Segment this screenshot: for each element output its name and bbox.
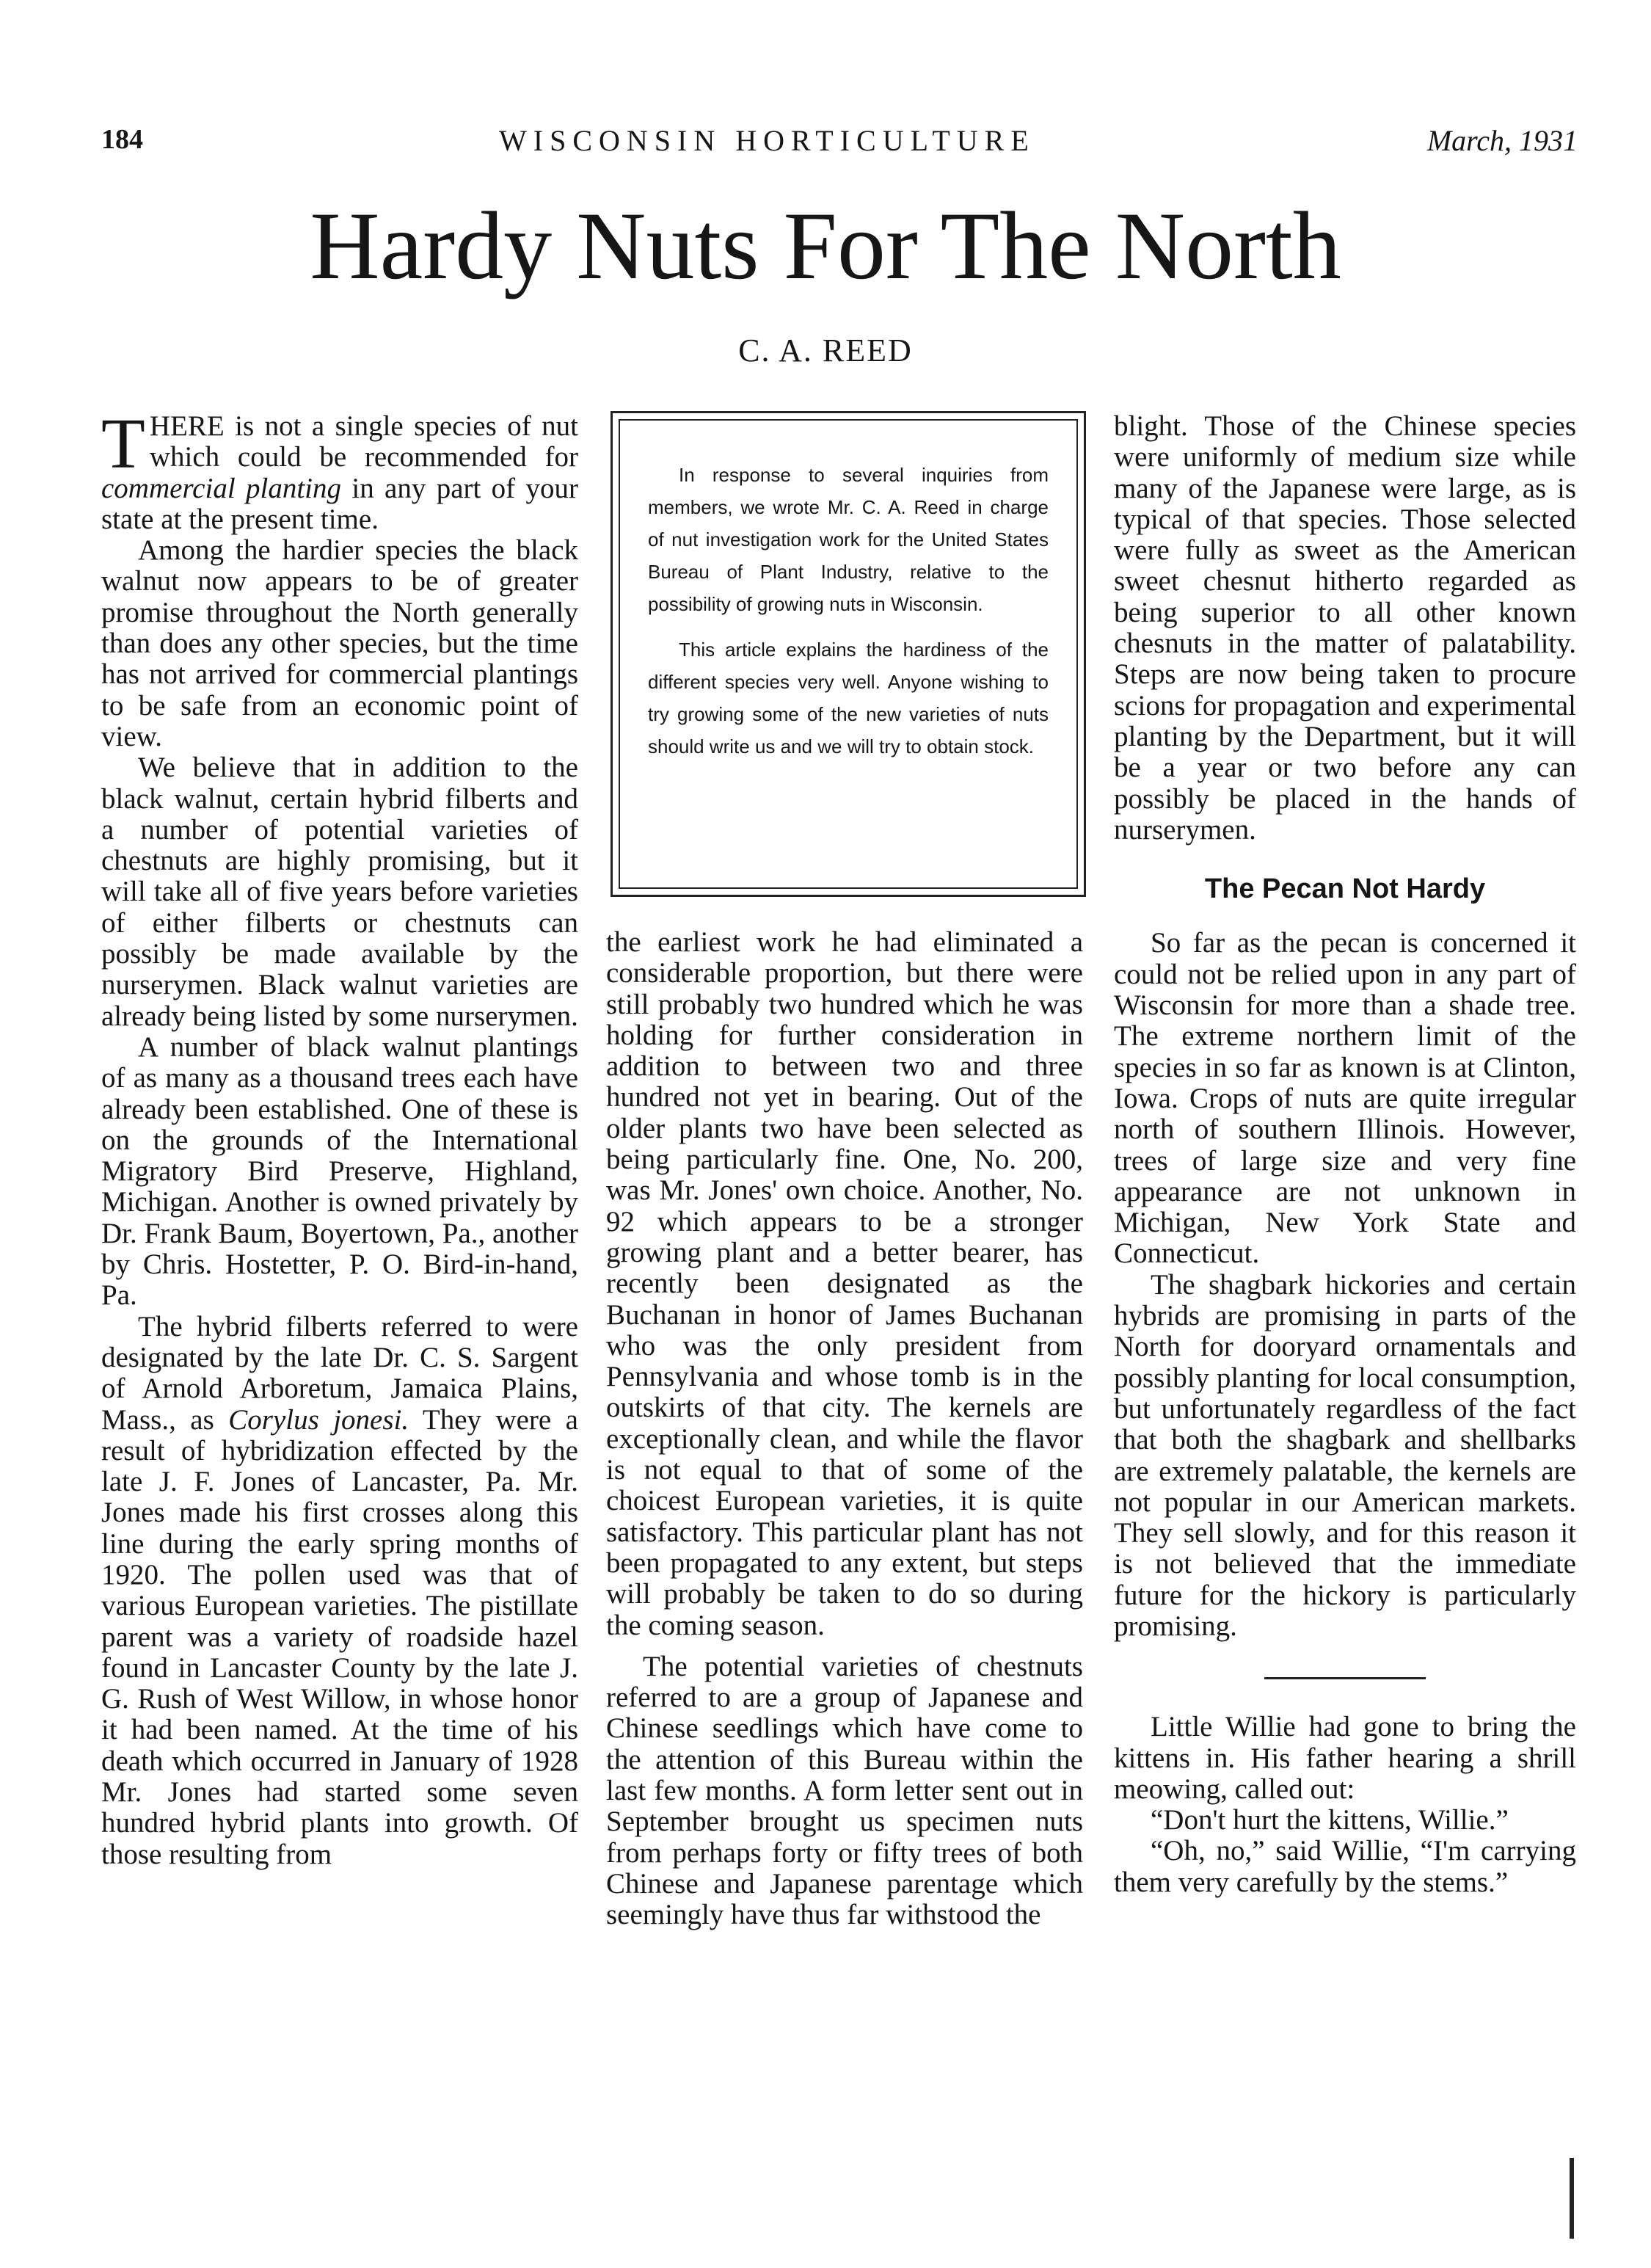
editor-note-inner [619,419,1078,889]
text-run: They were a result of hybridization effected by the late J. F. Jones of Lancaster, Pa. Mr. Jones made his first crosses along this line during the early spring months of 1920. The pollen used was that of various European varieties. The pistillate parent was a variety of roadside hazel found in Lancaster County by the late J. G. Rush of West Willow, in whose honor it had been named. At the time of his death which occurred in January of 1928 Mr. Jones had started some seven hundred hybrid plants into growth. Of those resulting from [101,1403,578,1870]
margin-rule [1570,2158,1574,2239]
paragraph: A number of black walnut plantings of as many as a thousand trees each have already been established. One of these is on the grounds of the International Migratory Bird Preserve, Highland, Michigan. Another is owned privately by Dr. Frank Baum, Boyertown, Pa., another by Chris. Hostetter, P. O. Bird-in-hand, Pa. [101,1031,578,1312]
column-2 [606,927,1083,1931]
paragraph: blight. Those of the Chinese species were uniformly of medium size while many of the Japanese were large, as is typical of that species. Those selected were fully as sweet as the American sweet chesnut hitherto regarded as being superior to all other known chesnuts in the matter of palatability. Steps are now being taken to procure scions for propagation and experimental planting by the Department, but it will be a year or two before any can possibly be placed in the hands of nurserymen. [1114,410,1576,846]
text-run: in any part of your state at the present time. [101,472,578,535]
article-title: Hardy Nuts For The North [310,192,1341,299]
issue-date: March, 1931 [1426,124,1578,157]
paragraph: So far as the pecan is concerned it could not be relied upon in any part of Wisconsin for more than a shade tree. The extreme northern limit of the species in so far as known is at Clinton, Iowa. Crops of nuts are quite irregular north of southern Illinois. However, trees of large size and very fine appearance are not unknown in Michigan, New York State and Connecticut. [1114,927,1576,1270]
section-divider [1264,1677,1426,1679]
journal-name: WISCONSIN HORTICULTURE [499,124,1035,157]
paragraph: the earliest work he had eliminated a considerable proportion, but there were still probably two hundred which he was holding for further consideration in addition to between two and three hundred not yet in bearing. Out of the older plants two have been selected as being particularly fine. One, No. 200, was Mr. Jones' own choice. Another, No. 92 which appears to be a stronger growing plant and a better bearer, has recently been designated as the Buchanan in honor of James Buchanan who was the only president from Pennsylvania and whose tomb is in the outskirts of that city. The kernels are exceptionally clean, and while the flavor is not equal to that of some of the choicest European varieties, it is quite satisfactory. This particular plant has not been propagated to any extent, but steps will probably be taken to do so during the coming season. [606,926,1083,1641]
drop-cap: T [101,404,145,484]
italic-phrase: commercial planting [101,472,342,504]
editor-note-paragraph: In response to several inquiries from members, we wrote Mr. C. A. Reed in charge of nut investigation work for the United States Bureau of Plant Industry, relative to the possibility of growing nuts in Wisconsin. [648,464,1049,615]
filler-paragraph: “Oh, no,” said Willie, “I'm carrying them very carefully by the stems.” [1114,1835,1576,1898]
article-author: C. A. REED [738,332,913,368]
filler-paragraph: “Don't hurt the kittens, Willie.” [1151,1804,1509,1836]
paragraph: The potential varieties of chestnuts referred to are a group of Japanese and Chinese seedlings which have come to the attention of this Bureau within the last few months. A form letter sent out in September brought us specimen nuts from perhaps forty or fifty trees of both Chinese and Japanese parentage which seemingly have thus far withstood the [606,1650,1083,1931]
paragraph [101,404,578,535]
editor-note-paragraph: This article explains the hardiness of the different species very well. Anyone wishing to try growing some of the new varieties of nuts should write us and we will try to obtain stock. [648,639,1049,757]
filler-paragraph: Little Willie had gone to bring the kittens in. His father hearing a shrill meowing, called out: [1114,1711,1576,1805]
paragraph: Among the hardier species the black walnut now appears to be of greater promise throughout the North generally than does any other species, but the time has not arrived for commercial plantings to be safe from an economic point of view. [101,534,578,752]
editor-note-box [611,411,1086,897]
text-run: HERE is not a single species of nut which could be recommended for [149,410,578,473]
section-subheading: The Pecan Not Hardy [1204,873,1486,905]
paragraph: We believe that in addition to the black walnut, certain hybrid filberts and a number of potential varieties of chestnuts are highly promising, but it will take all of five years before varieties of either filberts or chestnuts can possibly be made available by the nurserymen. Black walnut varieties are already being listed by some nurserymen. [101,752,578,1032]
running-head [0,123,1651,167]
text-run: The hybrid filberts referred to were designated by the late Dr. C. S. Sargent of Arnold Arboretum, Jamaica Plains, Mass., as [101,1310,578,1436]
species-name: Corylus jonesi. [228,1403,409,1436]
column-3 [1114,411,1576,1898]
column-1 [101,404,578,1870]
page-number: 184 [101,124,143,155]
paragraph: The shagbark hickories and certain hybrids are promising in parts of the North for dooryard ornamentals and possibly planting for local consumption, but unfortunately regardless of the fact that both the shagbark and shellbarks are extremely palatable, the kernels are not popular in our American markets. They sell slowly, and for this reason it is not believed that the immediate future for the hickory is particularly promising. [1114,1268,1576,1642]
paragraph [101,1312,578,1870]
